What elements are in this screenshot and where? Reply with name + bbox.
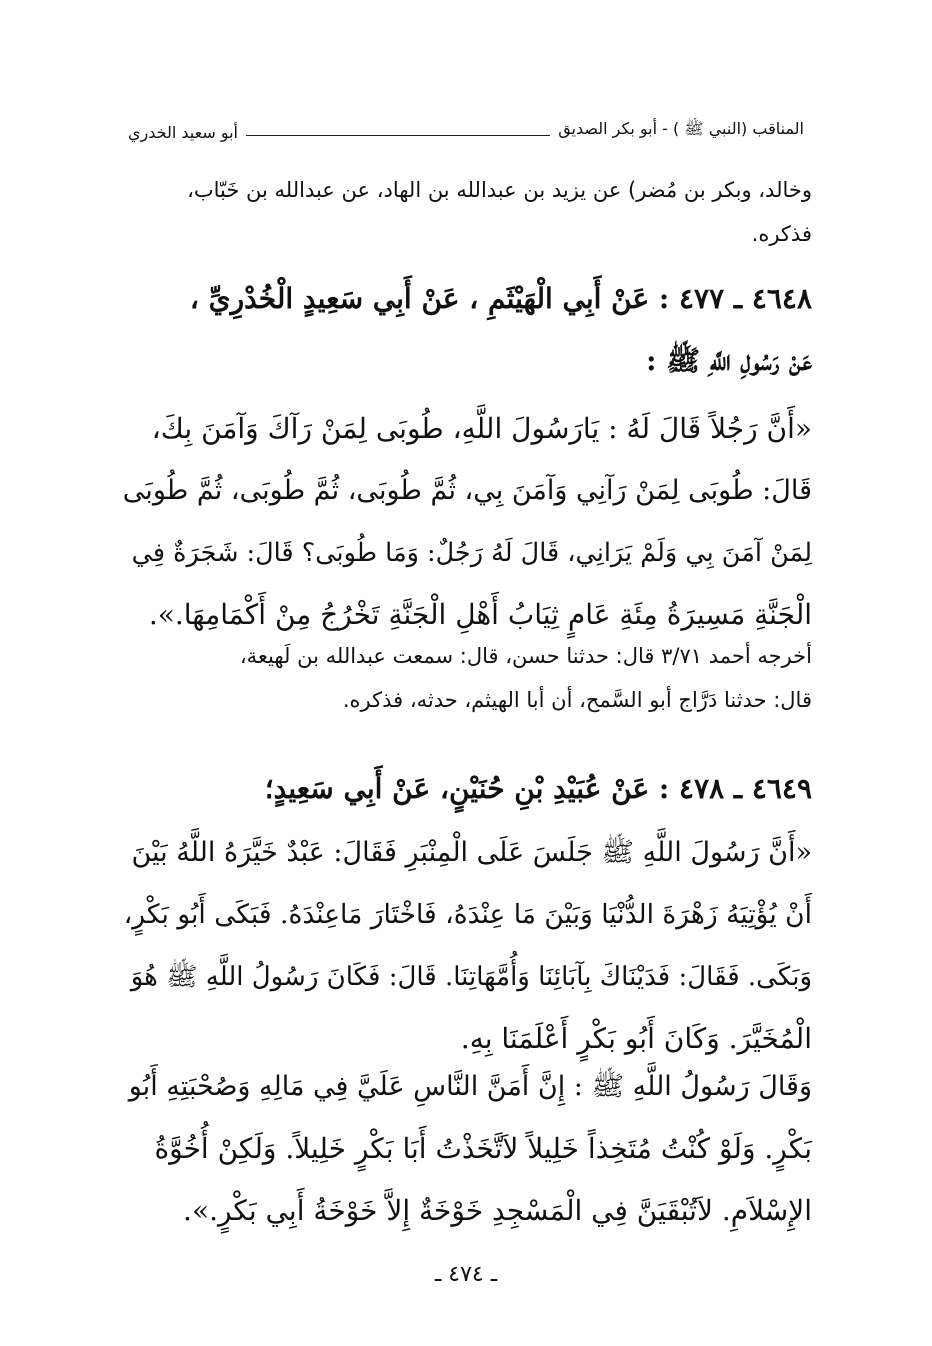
heading-line: ٤٦٤٩ ـ ٤٧٨ : عَنْ عُبَيْدِ بْنِ حُنَيْنٍ، عَنْ أَبِي سَعِيدٍ؛ (264, 772, 812, 805)
text-line: «أَنَّ رَسُولَ اللَّهِ ﷺ جَلَسَ عَلَى الْمِنْبَرِ فَقَالَ: عَبْدٌ خَيَّرَهُ اللَّهُ بَيْنَ (131, 837, 812, 868)
text-line: فذكره. (751, 222, 812, 246)
hadith-4649-text-continued (120, 1056, 812, 1242)
text-line: قَالَ: طُوبَى لِمَنْ رَآنِي وَآمَنَ بِي، ثُمَّ طُوبَى، ثُمَّ طُوبَى، ثُمَّ طُوبَى (122, 475, 812, 506)
hadith-4648-text (120, 398, 812, 646)
page-number: ـ ٤٧٤ ـ (434, 1262, 498, 1287)
text-line: بَكْرٍ. وَلَوْ كُنْتُ مُتَخِذاً خَلِيلاً لاَتَّخَذْتُ أَبَا بَكْرٍ خَلِيلاً. وَلَكِنْ أُخُوَّةُ (154, 1132, 812, 1165)
text-line: قال: حدثنا دَرَّاج أبو السَّمح، أن أبا الهيثم، حدثه، فذكره. (342, 688, 812, 712)
hadith-4649-text (120, 822, 812, 1070)
header-narrator: أبو سعيد الخدري (128, 123, 238, 142)
text-line: لِمَنْ آمَنَ بِي وَلَمْ يَرَانِي، قَالَ لَهُ رَجُلٌ: وَمَا طُوبَى؟ قَالَ: شَجَرَةٌ فِي (131, 538, 812, 568)
header-rule (246, 135, 550, 136)
text-line: أخرجه أحمد ٣/٧١ قال: حدثنا حسن، قال: سمعت عبدالله بن لَهيعة، (239, 644, 812, 668)
text-line: وَقَالَ رَسُولُ اللَّهِ ﷺ : إِنَّ أَمَنَّ النَّاسِ عَلَيَّ فِي مَالِهِ وَصُحْبَتِهِ أَبُو (128, 1071, 812, 1102)
text-line: وخالد، وبكر بن مُضر) عن يزيد بن عبدالله بن الهاد، عن عبدالله بن خَبّاب، (187, 178, 812, 202)
heading-line: ٤٦٤٨ ـ ٤٧٧ : عَنْ أَبِي الْهَيْثَمِ ، عَنْ أَبِي سَعِيدٍ الْخُدْرِيِّ ، (189, 282, 812, 315)
text-line: وَبَكَى. فَقَالَ: فَدَيْنَاكَ بِآبَائِنَا وَأُمَّهَاتِنَا. قَالَ: فَكَانَ رَسُولُ اللَّهِ ﷺ هُوَ (130, 962, 812, 992)
text-line: الْمُخَيَّرَ. وَكَانَ أَبُو بَكْرٍ أَعْلَمَنَا بِهِ. (460, 1022, 812, 1055)
text-line: الإِسْلاَمِ. لاَتُبْقَيَنَّ فِي الْمَسْجِدِ خَوْخَةٌ إِلاَّ خَوْخَةُ أَبِي بَكْرٍ.». (183, 1194, 812, 1227)
text-line: «أَنَّ رَجُلاً قَالَ لَهُ : يَارَسُولَ اللَّهِ، طُوبَى لِمَنْ رَآكَ وَآمَنَ بِكَ، (151, 412, 812, 445)
header-section-title: المناقب (النبي ﷺ ) - أبو بكر الصديق (558, 119, 804, 138)
heading-line: عَنْ رَسُولِ اللَّهِ ﷺ : (646, 344, 812, 377)
hadith-4648-heading (120, 268, 812, 392)
text-line: أَنْ يُؤْتِيَهُ زَهْرَةَ الدُّنْيَا وَبَيْنَ مَا عِنْدَهُ، فَاخْتَارَ مَاعِنْدَهُ. فَبَكَى أَبُو بَكْرٍ، (123, 899, 812, 930)
text-line: الْجَنَّةِ مَسِيرَةُ مِئَةِ عَامٍ ثِيَابُ أَهْلِ الْجَنَّةِ تَخْرُجُ مِنْ أَكْمَامِهَا.». (148, 598, 812, 631)
intro-paragraph (120, 168, 812, 256)
hadith-4649-heading (120, 758, 812, 820)
hadith-4648-takhrij (120, 634, 812, 722)
running-header (128, 112, 804, 142)
